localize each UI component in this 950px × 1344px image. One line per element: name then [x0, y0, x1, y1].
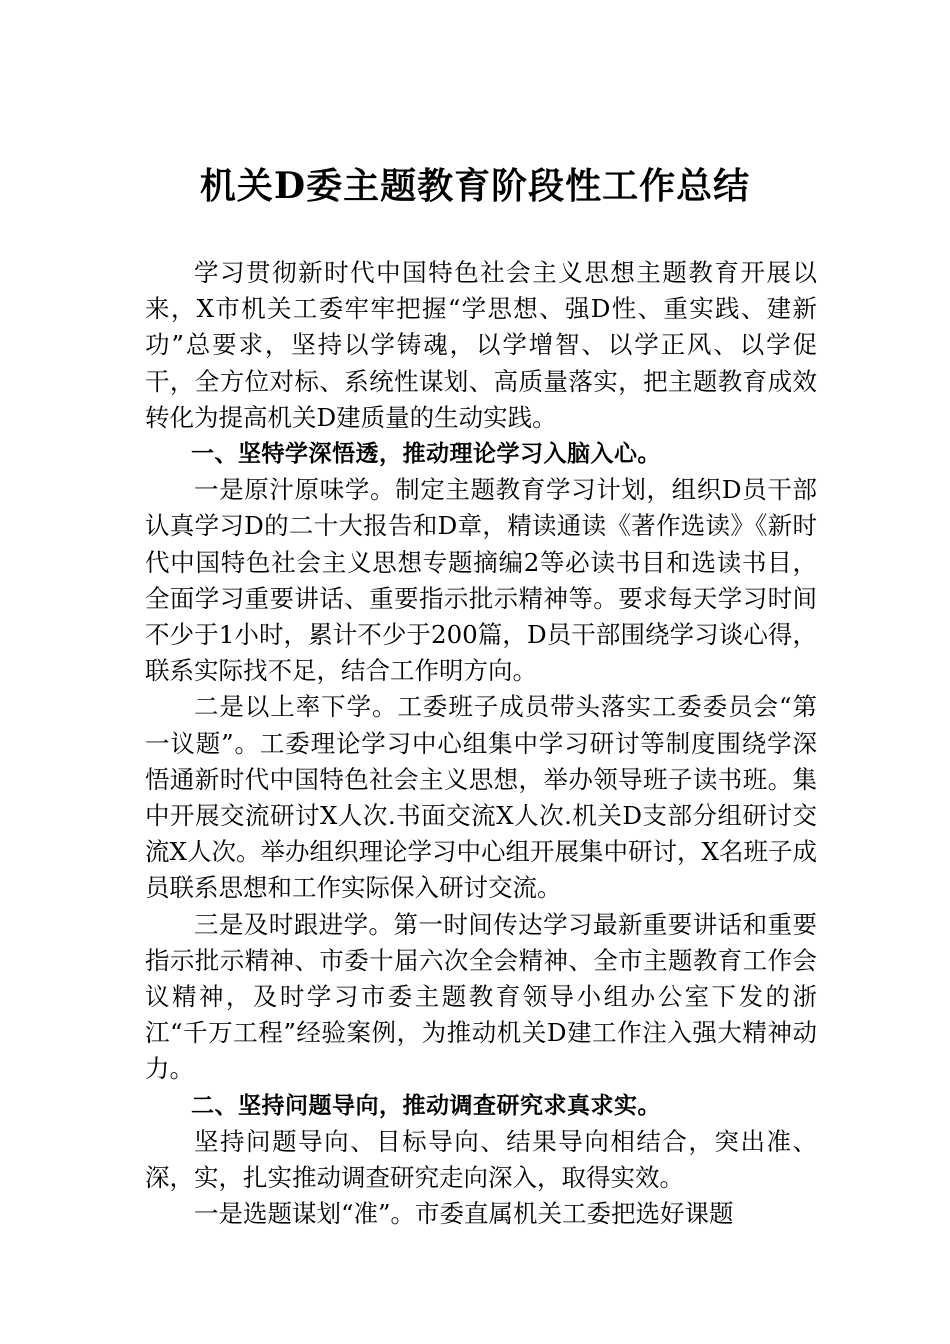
paragraph-lead-by-example: 二是以上率下学。工委班子成员带头落实工委委员会“第一议题”。工委理论学习中心组集中学习研讨等制度围绕学深悟通新时代中国特色社会主义思想，举办领导班子读书班。集中开展交流研讨X人次.书面交流X人次.机关D支部分组研讨交流X人次。举办组织理论学习中心组开展集中研讨，X名班子成员联系思想和工作实际保入研讨交流。	[145, 692, 817, 903]
paragraph-topic-planning: 一是选题谋划“准”。市委直属机关工委把选好课题	[194, 1199, 734, 1229]
paragraph-timely-study: 三是及时跟进学。第一时间传达学习最新重要讲话和重要指示批示精神、市委十届六次全会精神、全市主题教育工作会议精神，及时学习市委主题教育领导小组办公室下发的浙江“千万工程”经验案例，为推动机关D建工作注入强大精神动力。	[145, 909, 817, 1084]
section-heading-2: 二、坚持问题导向，推动调查研究求真求实。	[191, 1092, 661, 1119]
paragraph-problem-oriented: 坚持问题导向、目标导向、结果导向相结合，突出准、深，实，扎实推动调查研究走向深入，取得实效。	[145, 1126, 817, 1193]
paragraph-study-original: 一是原汁原味学。制定主题教育学习计划，组织D员干部认真学习D的二十大报告和D章，精读通读《著作选读》《新时代中国特色社会主义思想专题摘编2等必读书目和选读书目，全面学习重要讲话、重要指示批示精神等。要求每天学习时间不少于1小时，累计不少于200篇，D员干部围绕学习谈心得，联系实际找不足，结合工作明方向。	[145, 475, 817, 686]
document-body	[145, 255, 817, 1232]
document-title: 机关D委主题教育阶段性工作总结	[199, 165, 751, 207]
section-heading-1: 一、坚特学深悟透，推动理论学习入脑入心。	[191, 441, 661, 468]
intro-paragraph: 学习贯彻新时代中国特色社会主义思想主题教育开展以来，X市机关工委牢牢把握“学思想、强D性、重实践、建新功”总要求，坚持以学铸魂，以学增智、以学正风、以学促干，全方位对标、系统性谋划、高质量落实，把主题教育成效转化为提高机关D建质量的生动实践。	[145, 258, 817, 432]
